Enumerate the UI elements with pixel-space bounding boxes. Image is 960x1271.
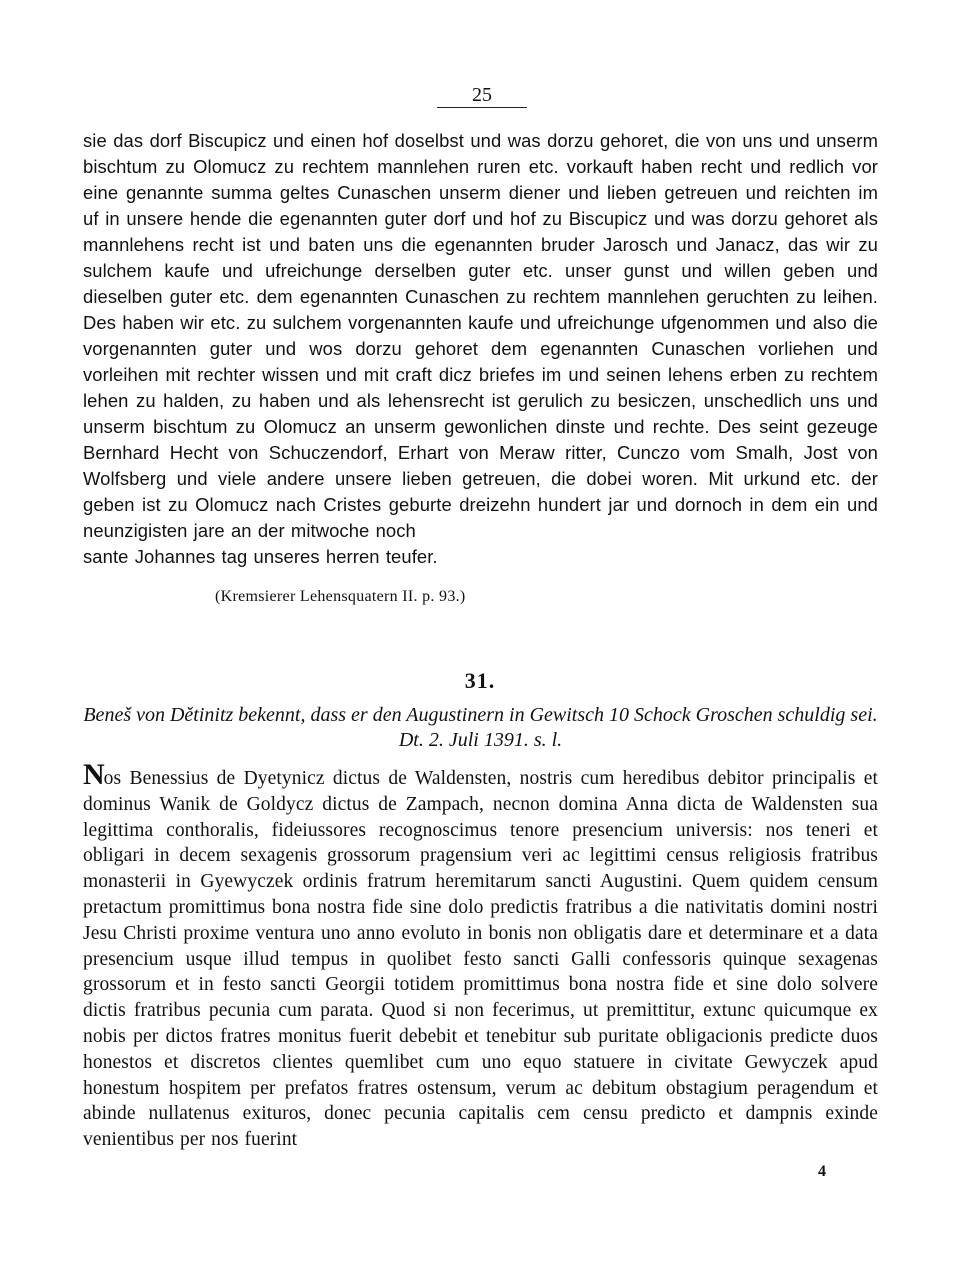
continuation-last-line: sante Johannes tag unseres herren teufer. xyxy=(83,546,438,567)
document-number: 31. xyxy=(464,668,496,693)
document-body-text: os Benessius de Dyetynicz dictus de Waldensten, nostris cum heredibus debitor principalis et dominus Wanik de Goldycz dictus de Zampach, necnon domina Anna dicta de Waldensten sua legittima conthoralis, fideiussores recognoscimus tenore presencium universis: nos teneri et obligari in decem sexagenis grossorum pragensium veri ac legittimi census religiosis fratribus monasterii in Gyewyczek ordinis fratrum heremitarum sancti Augustini. Quem quidem censum pretactum promittimus bona nostra fide sine dolo predictis fratribus a die nativitatis domini nostri Jesu Christi proxime ventura uno anno evoluto in bonis non obligatis dare et determinare et a data presencium usque illud tempus in quolibet festo sancti Galli confessoris quinque sexagenas grossorum et in festo sancti Georgii totidem promittimus bona nostra fide et sine dolo solvere dictis fratribus pecunia cum parata. Quod si non fecerimus, ut premittitur, extunc quicumque ex nobis per dictos fratres monitus fuerit debebit et tenebitur sub puritate obligacionis predicte duos honestos et discretos clientes quemlibet cum uno equo statuere in civitate Gewyczek apud honestum hospitem per prefatos fratres ostensum, verum ac debitum obstagium peragendum et abinde nullatenus exituros, donec pecunia capitalis cem censu predicto et dampnis exinde venientibus per nos fuerint xyxy=(83,768,878,1151)
continuation-paragraph xyxy=(83,128,878,570)
document-heading: Beneš von Dětinitz bekennt, dass er den Augustinern in Gewitsch 10 Schock Groschen schuldig sei. Dt. 2. Juli 1391. s. l. xyxy=(83,704,878,751)
page-number: 25 xyxy=(472,84,492,106)
continuation-text: sie das dorf Biscupicz und einen hof doselbst und was dorzu gehoret, die von uns und unserm bischtum zu Olomucz zu rechtem mannlehen ruren etc. vorkauft haben recht und redlich vor eine genannte summa geltes Cunaschen unserm diener und lieben getreuen und reichten im uf in unsere hende die egenannten guter dorf und hof zu Biscupicz und was dorzu gehoret als mannlehens recht ist und baten uns die egenannten bruder Jarosch und Janacz, das wir zu sulchem kaufe und ufreichunge derselben guter etc. unser gunst und willen geben und dieselben guter etc. dem egenannten Cunaschen zu rechtem mannlehen geruchten zu leihen. Des haben wir etc. zu sulchem vorgenannten kaufe und ufreichunge ufgenommen und also die vorgenannten guter und wos dorzu gehoret dem egenannten Cunaschen vorliehen und vorleihen mit rechter wissen und mit craft dicz briefes im und seinen lehens erben zu rechtem lehen zu halden, zu haben und als lehensrecht ist gerulich zu besiczen, unschedlich uns und unserm bischtum zu Olomucz an unserm gewonlichen dinste und rechte. Des seint gezeuge Bernhard Hecht von Schuczendorf, Erhart von Meraw ritter, Cunczo vom Smalh, Jost von Wolfsberg und viele andere unsere lieben getreuen, die dobei woren. Mit urkund etc. der geben ist zu Olomucz nach Cristes geburte dreizehn hundert jar und dornoch in dem ein und neunzigisten jare an der mitwoche noch xyxy=(83,130,878,541)
initial-letter: N xyxy=(83,758,104,791)
signature-mark: 4 xyxy=(818,1163,826,1180)
page-number-rule xyxy=(437,107,527,108)
document-body xyxy=(83,758,878,1153)
source-citation: (Kremsierer Lehensquatern II. p. 93.) xyxy=(215,588,466,605)
